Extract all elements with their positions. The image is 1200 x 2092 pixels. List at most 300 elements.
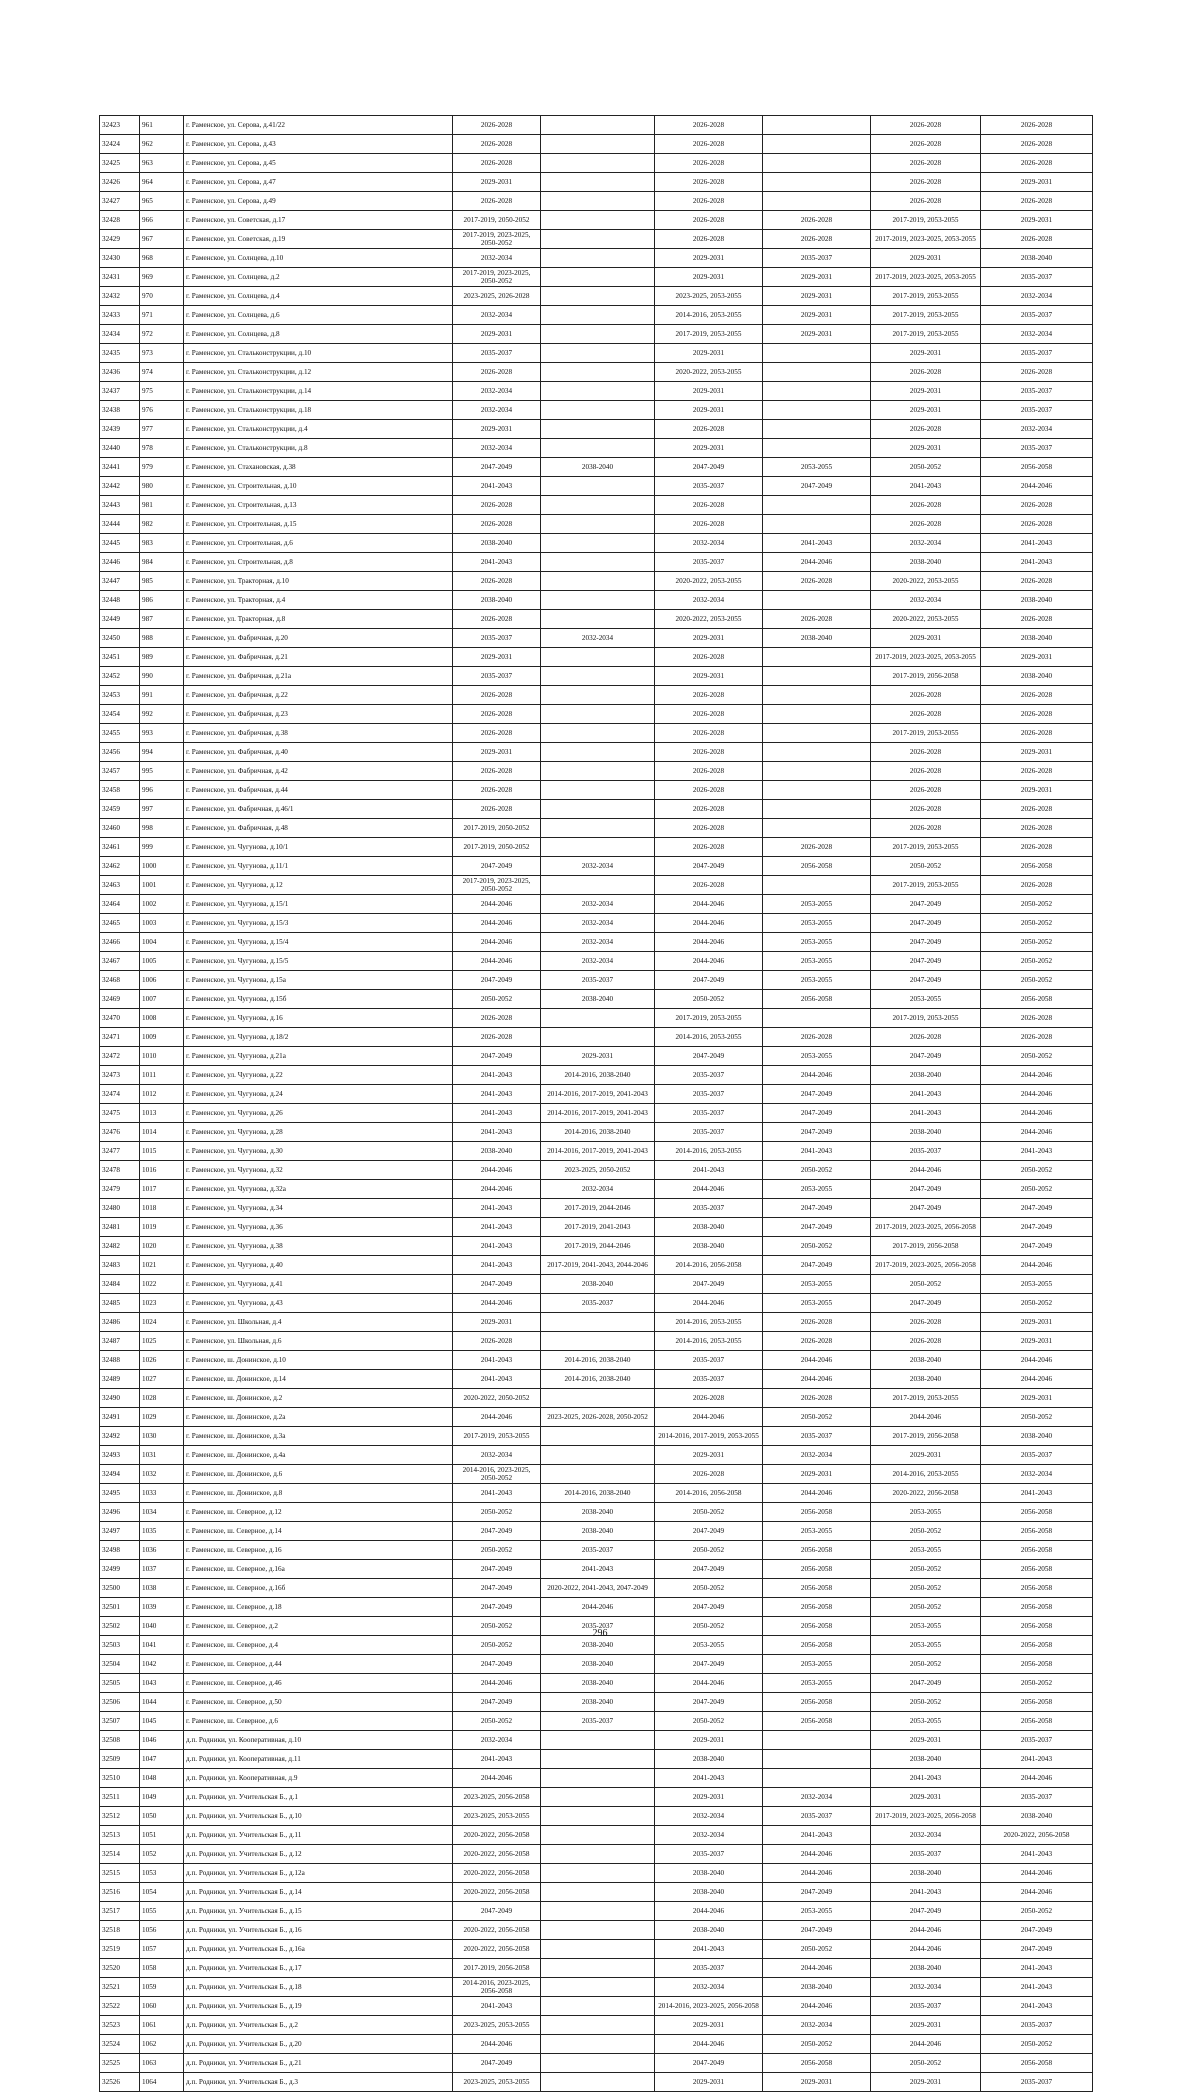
period-col-1-cell: 2047-2049 (453, 1047, 541, 1066)
period-col-5-cell: 2029-2031 (871, 401, 981, 420)
period-col-4-cell: 2053-2055 (763, 1180, 871, 1199)
period-col-5-cell: 2017-2019, 2023-2025, 2053-2055 (871, 648, 981, 667)
period-col-4-cell: 2056-2058 (763, 1693, 871, 1712)
address-cell: г. Раменское, ул. Стахановская, д.38 (184, 458, 453, 477)
period-col-4-cell: 2047-2049 (763, 1218, 871, 1237)
period-col-6-cell: 2026-2028 (981, 154, 1093, 173)
row-number-cell: 32495 (100, 1484, 140, 1503)
period-col-3-cell: 2017-2019, 2053-2055 (655, 325, 763, 344)
period-col-6-cell: 2035-2037 (981, 1446, 1093, 1465)
table-row (100, 914, 1093, 933)
item-number-cell: 1034 (140, 1503, 184, 1522)
period-col-5-cell: 2017-2019, 2056-2058 (871, 1427, 981, 1446)
period-col-3-cell: 2047-2049 (655, 1598, 763, 1617)
address-cell: г. Раменское, ш. Донинское, д.8 (184, 1484, 453, 1503)
address-cell: г. Раменское, ш. Северное, д.16б (184, 1579, 453, 1598)
period-col-3-cell: 2035-2037 (655, 1123, 763, 1142)
item-number-cell: 1024 (140, 1313, 184, 1332)
period-col-5-cell: 2044-2046 (871, 1940, 981, 1959)
period-col-6-cell: 2035-2037 (981, 1788, 1093, 1807)
table-row (100, 534, 1093, 553)
item-number-cell: 1030 (140, 1427, 184, 1446)
period-col-1-cell: 2047-2049 (453, 2054, 541, 2073)
period-col-2-cell (541, 610, 655, 629)
period-col-4-cell (763, 1731, 871, 1750)
row-number-cell: 32469 (100, 990, 140, 1009)
period-col-6-cell: 2026-2028 (981, 876, 1093, 895)
item-number-cell: 1018 (140, 1199, 184, 1218)
address-cell: г. Раменское, ул. Чугунова, д.16 (184, 1009, 453, 1028)
item-number-cell: 1006 (140, 971, 184, 990)
period-col-5-cell: 2044-2046 (871, 1161, 981, 1180)
period-col-6-cell: 2041-2043 (981, 1750, 1093, 1769)
row-number-cell: 32444 (100, 515, 140, 534)
item-number-cell: 1004 (140, 933, 184, 952)
period-col-6-cell: 2050-2052 (981, 1294, 1093, 1313)
period-col-4-cell (763, 496, 871, 515)
item-number-cell: 1019 (140, 1218, 184, 1237)
address-cell: г. Раменское, ул. Солнцева, д.4 (184, 287, 453, 306)
period-col-2-cell: 2038-2040 (541, 1674, 655, 1693)
period-col-1-cell: 2041-2043 (453, 1997, 541, 2016)
period-col-2-cell: 2014-2016, 2017-2019, 2041-2043 (541, 1085, 655, 1104)
address-cell: г. Раменское, ш. Северное, д.4 (184, 1636, 453, 1655)
address-cell: г. Раменское, ш. Северное, д.14 (184, 1522, 453, 1541)
item-number-cell: 1008 (140, 1009, 184, 1028)
schedule-table (99, 115, 1093, 2092)
period-col-2-cell (541, 572, 655, 591)
address-cell: г. Раменское, ул. Фабричная, д.22 (184, 686, 453, 705)
period-col-1-cell: 2032-2034 (453, 1731, 541, 1750)
row-number-cell: 32437 (100, 382, 140, 401)
period-col-4-cell: 2053-2055 (763, 895, 871, 914)
item-number-cell: 1012 (140, 1085, 184, 1104)
period-col-2-cell (541, 1769, 655, 1788)
period-col-6-cell: 2032-2034 (981, 287, 1093, 306)
period-col-5-cell: 2047-2049 (871, 914, 981, 933)
period-col-2-cell (541, 477, 655, 496)
item-number-cell: 1007 (140, 990, 184, 1009)
period-col-3-cell: 2029-2031 (655, 1731, 763, 1750)
period-col-3-cell: 2050-2052 (655, 1579, 763, 1598)
period-col-1-cell: 2026-2028 (453, 154, 541, 173)
period-col-1-cell: 2050-2052 (453, 1503, 541, 1522)
period-col-3-cell: 2044-2046 (655, 2035, 763, 2054)
address-cell: г. Раменское, ш. Северное, д.6 (184, 1712, 453, 1731)
period-col-2-cell (541, 230, 655, 249)
period-col-6-cell: 2044-2046 (981, 1370, 1093, 1389)
table-row (100, 1427, 1093, 1446)
period-col-3-cell: 2047-2049 (655, 857, 763, 876)
period-col-2-cell (541, 743, 655, 762)
period-col-6-cell: 2050-2052 (981, 952, 1093, 971)
table-row (100, 1997, 1093, 2016)
row-number-cell: 32457 (100, 762, 140, 781)
period-col-5-cell: 2050-2052 (871, 1598, 981, 1617)
item-number-cell: 1005 (140, 952, 184, 971)
period-col-2-cell (541, 1940, 655, 1959)
item-number-cell: 1063 (140, 2054, 184, 2073)
period-col-6-cell: 2044-2046 (981, 1864, 1093, 1883)
row-number-cell: 32440 (100, 439, 140, 458)
row-number-cell: 32499 (100, 1560, 140, 1579)
period-col-2-cell: 2014-2016, 2038-2040 (541, 1370, 655, 1389)
table-row (100, 1845, 1093, 1864)
table-row (100, 1484, 1093, 1503)
period-col-1-cell: 2041-2043 (453, 1104, 541, 1123)
address-cell: г. Раменское, ш. Северное, д.50 (184, 1693, 453, 1712)
item-number-cell: 1001 (140, 876, 184, 895)
item-number-cell: 1015 (140, 1142, 184, 1161)
period-col-3-cell: 2035-2037 (655, 553, 763, 572)
table-row (100, 173, 1093, 192)
page-number: 296 (592, 1628, 608, 1639)
address-cell: д.п. Родники, ул. Учительская Б., д.12 (184, 1845, 453, 1864)
row-number-cell: 32458 (100, 781, 140, 800)
period-col-3-cell: 2047-2049 (655, 1655, 763, 1674)
period-col-5-cell: 2026-2028 (871, 1332, 981, 1351)
period-col-1-cell: 2026-2028 (453, 135, 541, 154)
period-col-4-cell: 2032-2034 (763, 1788, 871, 1807)
period-col-1-cell: 2026-2028 (453, 762, 541, 781)
table-row (100, 724, 1093, 743)
table-row (100, 135, 1093, 154)
table-row (100, 1009, 1093, 1028)
period-col-4-cell (763, 1009, 871, 1028)
period-col-3-cell: 2038-2040 (655, 1921, 763, 1940)
period-col-1-cell: 2032-2034 (453, 1446, 541, 1465)
period-col-6-cell: 2032-2034 (981, 325, 1093, 344)
table-row (100, 1389, 1093, 1408)
period-col-5-cell: 2026-2028 (871, 135, 981, 154)
row-number-cell: 32514 (100, 1845, 140, 1864)
period-col-4-cell: 2056-2058 (763, 2054, 871, 2073)
table-row (100, 1465, 1093, 1484)
item-number-cell: 986 (140, 591, 184, 610)
period-col-2-cell (541, 2016, 655, 2035)
period-col-4-cell: 2032-2034 (763, 1446, 871, 1465)
period-col-3-cell: 2026-2028 (655, 173, 763, 192)
period-col-2-cell (541, 515, 655, 534)
row-number-cell: 32483 (100, 1256, 140, 1275)
period-col-2-cell: 2035-2037 (541, 971, 655, 990)
period-col-4-cell: 2044-2046 (763, 553, 871, 572)
period-col-1-cell: 2026-2028 (453, 705, 541, 724)
table-row (100, 762, 1093, 781)
period-col-3-cell: 2026-2028 (655, 800, 763, 819)
row-number-cell: 32484 (100, 1275, 140, 1294)
period-col-3-cell: 2044-2046 (655, 1674, 763, 1693)
period-col-4-cell: 2056-2058 (763, 1579, 871, 1598)
item-number-cell: 1028 (140, 1389, 184, 1408)
item-number-cell: 984 (140, 553, 184, 572)
table-row (100, 1731, 1093, 1750)
address-cell: г. Раменское, ул. Чугунова, д.15/1 (184, 895, 453, 914)
period-col-5-cell: 2038-2040 (871, 1351, 981, 1370)
period-col-5-cell: 2029-2031 (871, 629, 981, 648)
table-row (100, 952, 1093, 971)
period-col-1-cell: 2047-2049 (453, 1655, 541, 1674)
period-col-5-cell: 2032-2034 (871, 534, 981, 553)
period-col-4-cell (763, 724, 871, 743)
period-col-1-cell: 2050-2052 (453, 1617, 541, 1636)
period-col-5-cell: 2050-2052 (871, 1275, 981, 1294)
row-number-cell: 32507 (100, 1712, 140, 1731)
period-col-2-cell (541, 800, 655, 819)
period-col-6-cell: 2038-2040 (981, 1427, 1093, 1446)
address-cell: г. Раменское, ул. Фабричная, д.40 (184, 743, 453, 762)
period-col-6-cell: 2047-2049 (981, 1199, 1093, 1218)
address-cell: г. Раменское, ш. Донинское, д.2а (184, 1408, 453, 1427)
period-col-3-cell: 2029-2031 (655, 268, 763, 287)
period-col-6-cell: 2029-2031 (981, 648, 1093, 667)
period-col-2-cell (541, 1009, 655, 1028)
period-col-2-cell (541, 363, 655, 382)
table-row (100, 1142, 1093, 1161)
period-col-1-cell: 2026-2028 (453, 1009, 541, 1028)
period-col-2-cell: 2032-2034 (541, 952, 655, 971)
address-cell: г. Раменское, ул. Чугунова, д.24 (184, 1085, 453, 1104)
period-col-4-cell: 2041-2043 (763, 1142, 871, 1161)
period-col-2-cell: 2032-2034 (541, 914, 655, 933)
period-col-6-cell: 2026-2028 (981, 838, 1093, 857)
period-col-2-cell (541, 1997, 655, 2016)
period-col-5-cell: 2014-2016, 2053-2055 (871, 1465, 981, 1484)
period-col-5-cell: 2053-2055 (871, 1636, 981, 1655)
period-col-3-cell: 2020-2022, 2053-2055 (655, 363, 763, 382)
period-col-1-cell: 2038-2040 (453, 534, 541, 553)
period-col-2-cell: 2032-2034 (541, 933, 655, 952)
period-col-4-cell: 2044-2046 (763, 1484, 871, 1503)
address-cell: г. Раменское, ш. Северное, д.46 (184, 1674, 453, 1693)
item-number-cell: 974 (140, 363, 184, 382)
period-col-6-cell: 2044-2046 (981, 1256, 1093, 1275)
item-number-cell: 1043 (140, 1674, 184, 1693)
table-row (100, 1560, 1093, 1579)
address-cell: г. Раменское, ул. Фабричная, д.48 (184, 819, 453, 838)
row-number-cell: 32456 (100, 743, 140, 762)
address-cell: д.п. Родники, ул. Учительская Б., д.19 (184, 1997, 453, 2016)
item-number-cell: 1021 (140, 1256, 184, 1275)
period-col-6-cell: 2050-2052 (981, 1180, 1093, 1199)
row-number-cell: 32443 (100, 496, 140, 515)
item-number-cell: 1014 (140, 1123, 184, 1142)
row-number-cell: 32436 (100, 363, 140, 382)
period-col-3-cell: 2035-2037 (655, 1085, 763, 1104)
period-col-3-cell: 2032-2034 (655, 1978, 763, 1997)
period-col-5-cell: 2047-2049 (871, 1902, 981, 1921)
period-col-6-cell: 2050-2052 (981, 1047, 1093, 1066)
period-col-1-cell: 2050-2052 (453, 1712, 541, 1731)
period-col-6-cell: 2056-2058 (981, 1693, 1093, 1712)
period-col-3-cell: 2026-2028 (655, 116, 763, 135)
period-col-1-cell: 2041-2043 (453, 1085, 541, 1104)
table-row (100, 306, 1093, 325)
period-col-1-cell: 2050-2052 (453, 1541, 541, 1560)
period-col-6-cell: 2026-2028 (981, 135, 1093, 154)
item-number-cell: 976 (140, 401, 184, 420)
period-col-3-cell: 2014-2016, 2023-2025, 2056-2058 (655, 1997, 763, 2016)
address-cell: г. Раменское, ул. Солнцева, д.2 (184, 268, 453, 287)
period-col-3-cell: 2050-2052 (655, 1503, 763, 1522)
period-col-5-cell: 2029-2031 (871, 344, 981, 363)
table-row (100, 477, 1093, 496)
period-col-4-cell: 2044-2046 (763, 1066, 871, 1085)
address-cell: г. Раменское, ул. Стальконструкции, д.18 (184, 401, 453, 420)
row-number-cell: 32520 (100, 1959, 140, 1978)
period-col-2-cell: 2032-2034 (541, 1180, 655, 1199)
period-col-1-cell: 2047-2049 (453, 971, 541, 990)
period-col-2-cell (541, 648, 655, 667)
period-col-6-cell: 2056-2058 (981, 857, 1093, 876)
period-col-1-cell: 2044-2046 (453, 895, 541, 914)
period-col-6-cell: 2041-2043 (981, 1845, 1093, 1864)
period-col-4-cell: 2056-2058 (763, 1541, 871, 1560)
period-col-3-cell: 2026-2028 (655, 781, 763, 800)
address-cell: д.п. Родники, ул. Учительская Б., д.16а (184, 1940, 453, 1959)
period-col-1-cell: 2023-2025, 2056-2058 (453, 1788, 541, 1807)
table-row (100, 1826, 1093, 1845)
table-row (100, 743, 1093, 762)
table-row (100, 629, 1093, 648)
row-number-cell: 32426 (100, 173, 140, 192)
period-col-1-cell: 2026-2028 (453, 1028, 541, 1047)
address-cell: г. Раменское, ш. Донинское, д.2 (184, 1389, 453, 1408)
row-number-cell: 32425 (100, 154, 140, 173)
table-row (100, 1446, 1093, 1465)
period-col-2-cell (541, 1028, 655, 1047)
row-number-cell: 32519 (100, 1940, 140, 1959)
item-number-cell: 1051 (140, 1826, 184, 1845)
period-col-4-cell: 2056-2058 (763, 1617, 871, 1636)
period-col-3-cell: 2014-2016, 2053-2055 (655, 1313, 763, 1332)
period-col-4-cell: 2026-2028 (763, 1332, 871, 1351)
period-col-2-cell: 2017-2019, 2044-2046 (541, 1237, 655, 1256)
period-col-2-cell (541, 2035, 655, 2054)
item-number-cell: 1017 (140, 1180, 184, 1199)
period-col-6-cell: 2056-2058 (981, 458, 1093, 477)
item-number-cell: 1025 (140, 1332, 184, 1351)
period-col-5-cell: 2017-2019, 2053-2055 (871, 1389, 981, 1408)
period-col-6-cell: 2029-2031 (981, 781, 1093, 800)
row-number-cell: 32509 (100, 1750, 140, 1769)
period-col-1-cell: 2047-2049 (453, 1598, 541, 1617)
address-cell: г. Раменское, ул. Серова, д.47 (184, 173, 453, 192)
period-col-5-cell: 2020-2022, 2056-2058 (871, 1484, 981, 1503)
item-number-cell: 1010 (140, 1047, 184, 1066)
table-row (100, 420, 1093, 439)
item-number-cell: 987 (140, 610, 184, 629)
period-col-2-cell (541, 1446, 655, 1465)
row-number-cell: 32432 (100, 287, 140, 306)
period-col-1-cell: 2032-2034 (453, 439, 541, 458)
period-col-6-cell: 2035-2037 (981, 306, 1093, 325)
item-number-cell: 978 (140, 439, 184, 458)
address-cell: г. Раменское, ш. Донинское, д.6 (184, 1465, 453, 1484)
period-col-3-cell: 2038-2040 (655, 1750, 763, 1769)
row-number-cell: 32515 (100, 1864, 140, 1883)
period-col-6-cell: 2038-2040 (981, 1807, 1093, 1826)
period-col-1-cell: 2041-2043 (453, 1750, 541, 1769)
period-col-3-cell: 2041-2043 (655, 1161, 763, 1180)
period-col-2-cell: 2038-2040 (541, 1655, 655, 1674)
period-col-5-cell: 2044-2046 (871, 1921, 981, 1940)
row-number-cell: 32498 (100, 1541, 140, 1560)
period-col-1-cell: 2026-2028 (453, 610, 541, 629)
item-number-cell: 985 (140, 572, 184, 591)
table-row (100, 268, 1093, 287)
period-col-1-cell: 2029-2031 (453, 743, 541, 762)
period-col-3-cell: 2050-2052 (655, 1617, 763, 1636)
period-col-4-cell: 2029-2031 (763, 2073, 871, 2092)
period-col-5-cell: 2041-2043 (871, 1769, 981, 1788)
period-col-5-cell: 2026-2028 (871, 515, 981, 534)
address-cell: д.п. Родники, ул. Кооперативная, д.10 (184, 1731, 453, 1750)
period-col-5-cell: 2026-2028 (871, 173, 981, 192)
period-col-1-cell: 2020-2022, 2056-2058 (453, 1883, 541, 1902)
item-number-cell: 979 (140, 458, 184, 477)
period-col-1-cell: 2023-2025, 2053-2055 (453, 2016, 541, 2035)
table-row (100, 2073, 1093, 2092)
item-number-cell: 1055 (140, 1902, 184, 1921)
period-col-2-cell (541, 173, 655, 192)
table-row (100, 1674, 1093, 1693)
period-col-6-cell: 2050-2052 (981, 1902, 1093, 1921)
period-col-4-cell: 2056-2058 (763, 1598, 871, 1617)
period-col-6-cell: 2026-2028 (981, 363, 1093, 382)
period-col-2-cell (541, 401, 655, 420)
table-row (100, 819, 1093, 838)
row-number-cell: 32496 (100, 1503, 140, 1522)
address-cell: г. Раменское, ул. Серова, д.43 (184, 135, 453, 154)
row-number-cell: 32431 (100, 268, 140, 287)
row-number-cell: 32439 (100, 420, 140, 439)
table-row (100, 591, 1093, 610)
period-col-5-cell: 2047-2049 (871, 971, 981, 990)
address-cell: д.п. Родники, ул. Учительская Б., д.1 (184, 1788, 453, 1807)
row-number-cell: 32470 (100, 1009, 140, 1028)
period-col-5-cell: 2017-2019, 2023-2025, 2056-2058 (871, 1256, 981, 1275)
period-col-4-cell (763, 591, 871, 610)
table-row (100, 1294, 1093, 1313)
period-col-2-cell: 2035-2037 (541, 1541, 655, 1560)
address-cell: г. Раменское, ул. Серова, д.45 (184, 154, 453, 173)
table-row (100, 1978, 1093, 1997)
item-number-cell: 1047 (140, 1750, 184, 1769)
period-col-4-cell: 2029-2031 (763, 306, 871, 325)
period-col-6-cell: 2044-2046 (981, 1769, 1093, 1788)
period-col-1-cell: 2026-2028 (453, 515, 541, 534)
table-row (100, 1655, 1093, 1674)
period-col-1-cell: 2023-2025, 2026-2028 (453, 287, 541, 306)
address-cell: г. Раменское, ул. Строительная, д.13 (184, 496, 453, 515)
period-col-4-cell: 2044-2046 (763, 1864, 871, 1883)
period-col-6-cell: 2050-2052 (981, 895, 1093, 914)
period-col-2-cell: 2014-2016, 2038-2040 (541, 1123, 655, 1142)
table-row (100, 1940, 1093, 1959)
period-col-4-cell: 2029-2031 (763, 287, 871, 306)
period-col-5-cell: 2017-2019, 2053-2055 (871, 724, 981, 743)
item-number-cell: 1053 (140, 1864, 184, 1883)
address-cell: г. Раменское, ул. Фабричная, д.21 (184, 648, 453, 667)
period-col-3-cell: 2044-2046 (655, 1408, 763, 1427)
item-number-cell: 1062 (140, 2035, 184, 2054)
period-col-4-cell: 2026-2028 (763, 211, 871, 230)
row-number-cell: 32517 (100, 1902, 140, 1921)
address-cell: г. Раменское, ул. Чугунова, д.12 (184, 876, 453, 895)
period-col-3-cell: 2044-2046 (655, 1294, 763, 1313)
period-col-4-cell: 2047-2049 (763, 1921, 871, 1940)
